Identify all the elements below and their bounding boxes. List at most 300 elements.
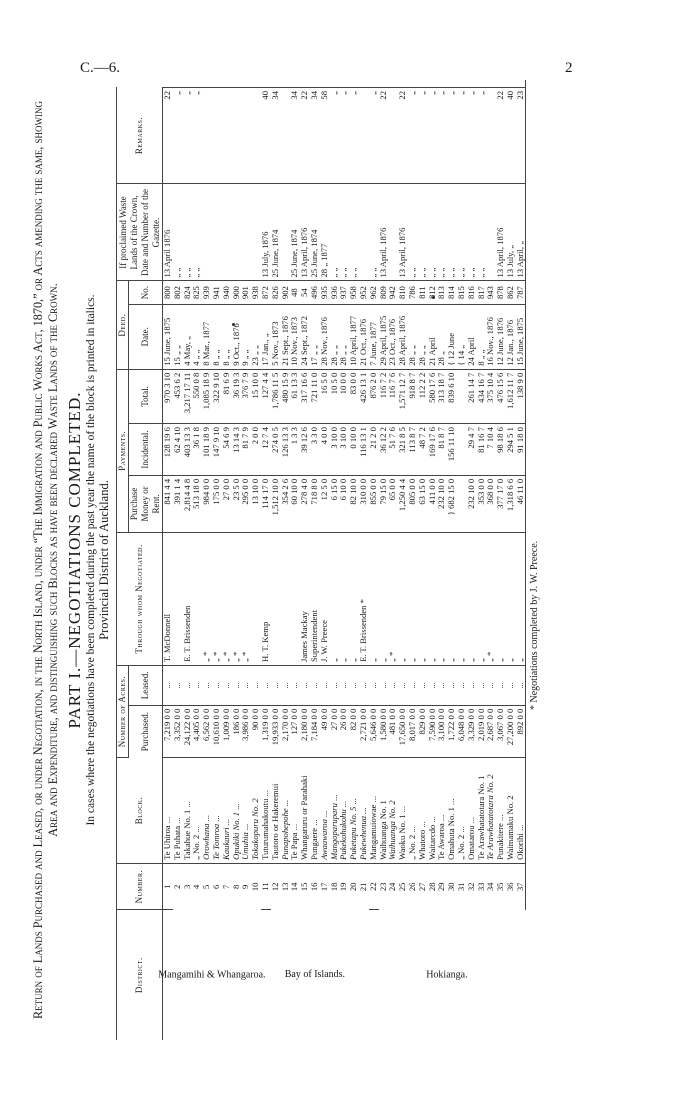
col-remarks: Remarks. <box>117 88 163 185</box>
purchase-money: 353 0 0 <box>477 475 487 532</box>
total: 317 16 6 <box>300 369 310 423</box>
block-name: Waihuanga No. 2 <box>388 758 398 864</box>
gazette-number: 58 <box>320 88 330 185</box>
deed-number: 824 <box>183 281 193 304</box>
gazette-date: „ „ <box>447 184 457 281</box>
gazette-number <box>251 88 261 185</box>
deed-number: 811 <box>418 281 428 304</box>
row-number: 15 <box>299 882 310 892</box>
total: 313 18 7 <box>437 369 447 423</box>
gazette-number: „ <box>457 88 467 185</box>
page-id: C.—6. <box>80 60 121 76</box>
acres-leased: ... <box>290 666 300 706</box>
block-name: Mangamuiowae ... <box>369 758 379 864</box>
deed-number: 939 <box>202 281 212 304</box>
document-body <box>25 80 675 1040</box>
gazette-number: „ <box>467 88 477 185</box>
negotiator: James Mackay <box>300 532 310 665</box>
table-row <box>163 80 173 1040</box>
deed-date: 28 April, 1876 <box>398 304 408 369</box>
remarks <box>359 80 369 88</box>
purchase-money: 278 4 0 <box>300 475 310 532</box>
remarks <box>467 80 477 88</box>
purchase-money: 12 5 0 <box>320 475 330 532</box>
block-name: Kaukauri ... <box>222 758 232 864</box>
row-number: 10 <box>250 882 261 892</box>
gazette-date: „ „ <box>428 184 438 281</box>
total: 36 19 3 <box>232 369 242 423</box>
incidental: 91 18 0 <box>516 424 526 476</box>
acres-leased: ... <box>516 666 526 706</box>
block-name: Orowhana ... <box>202 758 212 864</box>
gazette-number <box>212 88 222 185</box>
deed-date: 9 „ „ <box>241 304 251 369</box>
gazette-number: „ <box>447 88 457 185</box>
remarks <box>457 80 467 88</box>
acres-leased: ... <box>241 666 251 706</box>
deed-date: 4 May, „ <box>183 304 193 369</box>
row-number: 13 <box>279 882 290 892</box>
block-name: Te Arawhatatotara No. 2 <box>486 758 496 864</box>
gazette-number <box>359 88 369 185</box>
table-row <box>202 80 212 1040</box>
remarks <box>398 80 408 88</box>
gazette-date: „ „ <box>192 184 202 281</box>
row-number: 21 <box>357 882 368 892</box>
table-row <box>447 80 457 1040</box>
table-row <box>516 80 526 1040</box>
total: 16 5 0 <box>320 369 330 423</box>
deed-number: 809 <box>379 281 389 304</box>
remarks <box>251 80 261 88</box>
block-name: „ No. 2 ... <box>457 758 467 864</box>
purchase-money: 391 1 4 <box>173 475 183 532</box>
incidental: 321 8 5 <box>398 424 408 476</box>
remarks <box>330 80 340 88</box>
incidental: 101 18 9 <box>202 424 212 476</box>
incidental: 81 8 7 <box>437 424 447 476</box>
acres-purchased: 3,100 0 0 <box>437 705 447 757</box>
gazette-number: „ <box>418 88 428 185</box>
table-row <box>271 80 281 1040</box>
gazette-date: 13 April, 1876 <box>379 184 389 281</box>
row-number: 37 <box>516 863 526 909</box>
col-incidental: Incidental. <box>129 424 163 476</box>
deed-date: 12 Jan., 1876 <box>506 304 516 369</box>
acres-leased: ... <box>202 666 212 706</box>
deed-date: 10 Nov., 1873 <box>290 304 300 369</box>
total: 322 9 10 <box>212 369 222 423</box>
block-name: Opukiki No. 1 ... <box>232 758 242 864</box>
total: 116 7 6 <box>388 369 398 423</box>
row-number: 31 <box>455 882 466 892</box>
col-acres-group: Number of Acres. <box>117 666 129 758</box>
deed-date: 29 April, 1875 <box>379 304 389 369</box>
block-name: Pukekohukohu ... <box>339 758 349 864</box>
table-row <box>310 80 320 1040</box>
acres-leased: ... <box>300 666 310 706</box>
acres-leased: ... <box>506 666 516 706</box>
deed-number: 496 <box>310 281 320 304</box>
gazette-date: „ „ <box>418 184 428 281</box>
table-body <box>158 80 526 1040</box>
district-cell <box>369 910 526 1040</box>
acres-leased: ... <box>388 666 398 706</box>
purchase-money: 46 11 0 <box>516 475 526 532</box>
row-number: 2 <box>171 884 182 889</box>
provincial-district: Provincial District of Auckland. <box>97 480 111 640</box>
table-row <box>359 80 369 1040</box>
negotiator: „ <box>418 532 428 665</box>
deed-number: 872 <box>261 281 271 304</box>
col-purchased: Purchased. <box>129 705 163 757</box>
purchase-money: 13 10 0 <box>251 475 261 532</box>
gazette-number: „ <box>349 88 359 185</box>
deed-date: 17 Jan., „ <box>261 304 271 369</box>
deed-date: 28 „ „ <box>330 304 340 369</box>
acres-leased: ... <box>330 666 340 706</box>
incidental: 126 13 3 <box>281 424 291 476</box>
remarks <box>320 80 330 88</box>
remarks <box>496 80 506 88</box>
remarks <box>290 80 300 88</box>
incidental: 147 9 10 <box>212 424 222 476</box>
purchase-money: 805 0 0 <box>408 475 418 532</box>
row-number: 26 <box>406 882 417 892</box>
deed-date: { 14 „ <box>457 304 467 369</box>
remarks <box>300 80 310 88</box>
acres-purchased: 8,017 0 0 <box>408 705 418 757</box>
acres-purchased: 7,184 0 0 <box>310 705 320 757</box>
acres-purchased: 26 0 0 <box>339 705 349 757</box>
negotiator: „ <box>379 532 389 665</box>
deed-date: 24 April <box>467 304 477 369</box>
acres-purchased: 90 0 0 <box>251 705 261 757</box>
total: 116 7 2 <box>379 369 389 423</box>
incidental: 403 13 3 <box>183 424 193 476</box>
purchase-money: 63 15 0 <box>418 475 428 532</box>
remarks <box>222 80 232 88</box>
district-label: Mangamihi & Whangaroa. <box>158 969 266 981</box>
deed-number: 901 <box>241 281 251 304</box>
negotiator: „ <box>506 532 516 665</box>
gazette-number: 40 <box>506 88 516 185</box>
acres-leased: ... <box>320 666 330 706</box>
total: 1,571 12 7 <box>398 369 408 423</box>
incidental: 274 0 5 <box>271 424 281 476</box>
incidental: 113 8 7 <box>408 424 418 476</box>
table-row <box>183 80 193 1040</box>
incidental: 3 10 0 <box>339 424 349 476</box>
deed-number: 952 <box>359 281 369 304</box>
row-number: 27 <box>416 882 427 892</box>
deed-date: 4 „ „ <box>192 304 202 369</box>
gazette-date: „ „ <box>467 184 477 281</box>
negotiator: „ <box>496 532 506 665</box>
col-leased: Leased. <box>129 666 163 706</box>
table-row <box>457 80 467 1040</box>
total: 453 6 2 <box>173 369 183 423</box>
row-number: 36 <box>504 882 515 892</box>
block-name: Pungaere ... <box>310 758 320 864</box>
acres-purchased: 3,986 0 0 <box>241 705 251 757</box>
table-row <box>467 80 477 1040</box>
acres-purchased: 19,933 0 0 <box>271 705 281 757</box>
acres-purchased: 6,562 0 0 <box>202 705 212 757</box>
row-number: 5 <box>201 884 212 889</box>
table-row <box>339 80 349 1040</box>
gazette-number: „ <box>369 88 379 185</box>
purchase-money: 27 0 0 <box>222 475 232 532</box>
table-row <box>379 80 389 1040</box>
row-number: 35 <box>495 882 506 892</box>
acres-leased: ... <box>251 666 261 706</box>
deed-number: 958 <box>349 281 359 304</box>
col-purchase-money: Purchase Money or Rent. <box>129 475 163 532</box>
gazette-number: „ <box>192 88 202 185</box>
total: 83 0 0 <box>349 369 359 423</box>
table-row <box>173 80 183 1040</box>
gazette-number: „ <box>437 88 447 185</box>
gazette-date: 13 July, „ <box>506 184 516 281</box>
negotiator: „ <box>369 532 379 665</box>
deed-number: 900 <box>232 281 242 304</box>
negotiator: „ <box>339 532 349 665</box>
purchase-money: 6 10 0 <box>339 475 349 532</box>
table-row <box>212 80 222 1040</box>
table-row <box>486 80 496 1040</box>
gazette-number <box>241 88 251 185</box>
gazette-number: „ <box>477 88 487 185</box>
district-cell <box>158 910 266 1040</box>
deed-number: 942 <box>388 281 398 304</box>
total: 1,085 18 9 <box>202 369 212 423</box>
purchase-money: 368 0 0 <box>486 475 496 532</box>
block-name: Waihuanga No. 1 <box>379 758 389 864</box>
rotated-page <box>25 80 675 1040</box>
purchase-money: 354 2 6 <box>281 475 291 532</box>
incidental: 1 3 3 <box>290 424 300 476</box>
block-name: Waoku No. 1 ... <box>398 758 408 864</box>
total: 376 7 9 <box>241 369 251 423</box>
total: 1,612 11 7 <box>506 369 516 423</box>
deed-date: 28 „ „ <box>339 304 349 369</box>
gazette-number: 22 <box>398 88 408 185</box>
acres-purchased: 24,122 0 0 <box>183 705 193 757</box>
total: 3,217 17 11 <box>183 369 193 423</box>
purchase-money: 855 0 0 <box>369 475 379 532</box>
remarks <box>418 80 428 88</box>
row-number: 18 <box>328 882 339 892</box>
gazette-date: „ „ <box>183 184 193 281</box>
acres-purchased: 186 0 0 <box>232 705 242 757</box>
total: 10 0 0 <box>339 369 349 423</box>
gazette-number <box>388 88 398 185</box>
acres-purchased: 892 0 0 <box>516 705 526 757</box>
deed-date: 15 June, 1875 <box>516 304 526 369</box>
table-row <box>261 80 271 1040</box>
acres-leased: ... <box>486 666 496 706</box>
gazette-date: „ „ <box>477 184 487 281</box>
deed-number: 902 <box>281 281 291 304</box>
gazette-number: 22 <box>496 88 506 185</box>
negotiator: „ <box>398 532 408 665</box>
row-number: 17 <box>318 882 329 892</box>
acres-purchased: 2,721 0 0 <box>359 705 369 757</box>
col-block: Block. <box>117 758 163 864</box>
remarks <box>447 80 457 88</box>
table-row <box>477 80 487 1040</box>
district-cell <box>261 910 369 1040</box>
negotiator: „ <box>349 532 359 665</box>
acres-leased: ... <box>447 666 457 706</box>
acres-leased: ... <box>281 666 291 706</box>
gazette-number: „ <box>173 88 183 185</box>
acres-leased: ... <box>437 666 447 706</box>
gazette-date: „ „ <box>408 184 418 281</box>
row-number: 28 <box>426 882 437 892</box>
deed-date: 28 „ „ <box>408 304 418 369</box>
total: 721 11 0 <box>310 369 320 423</box>
purchase-money: 377 17 0 <box>496 475 506 532</box>
acres-leased: ... <box>359 666 369 706</box>
incidental: 36 12 2 <box>379 424 389 476</box>
deed-date: 8 „ „ <box>212 304 222 369</box>
deed-number: 54 <box>300 281 310 304</box>
incidental: 21 2 0 <box>369 424 379 476</box>
col-payments: Payments. <box>117 369 129 532</box>
col-district: District. <box>117 910 163 1040</box>
purchase-money: 6 15 0 <box>330 475 340 532</box>
remarks <box>173 80 183 88</box>
purchase-money: 310 0 0 <box>359 475 369 532</box>
remarks <box>428 80 438 88</box>
italics-note: In cases where the negotiations have been completed during the past year the name of the block is printed in italics. <box>85 294 97 826</box>
row-number: 16 <box>308 882 319 892</box>
table-row <box>388 80 398 1040</box>
gazette-number <box>486 88 496 185</box>
negotiator: J. W. Preece <box>320 532 330 665</box>
total: 10 5 0 <box>330 369 340 423</box>
footnote: * Negotiations completed by J. W. Preece. <box>529 540 541 710</box>
gazette-date: 13 April 1876 <box>163 184 173 281</box>
negotiator: „ <box>516 532 526 665</box>
row-number: 20 <box>348 882 359 892</box>
deed-date: 8 Mar., 1877 <box>202 304 212 369</box>
deed-number: 812 <box>428 281 438 304</box>
total: 426 13 1 <box>359 369 369 423</box>
acres-purchased: 481 0 0 <box>388 705 398 757</box>
gazette-number: 34 <box>290 88 300 185</box>
table-row <box>369 80 379 1040</box>
deed-number: 943 <box>486 281 496 304</box>
gazette-date: „ „ <box>457 184 467 281</box>
table-row <box>418 80 428 1040</box>
block-name: Whatoro ... <box>418 758 428 864</box>
remarks <box>369 80 379 88</box>
remarks <box>408 80 418 88</box>
remarks <box>192 80 202 88</box>
acres-purchased: 3,067 0 0 <box>496 705 506 757</box>
deed-number: 825 <box>192 281 202 304</box>
remarks <box>339 80 349 88</box>
acres-purchased: 127 0 0 <box>290 705 300 757</box>
gazette-number: 34 <box>271 88 281 185</box>
deed-number: 862 <box>506 281 516 304</box>
block-name: Mangoparuparu ... <box>330 758 340 864</box>
deed-date: 10 April, 1877 <box>349 304 359 369</box>
remarks <box>163 80 173 88</box>
table-row <box>251 80 261 1040</box>
negotiator: „ * <box>202 532 212 665</box>
deed-number: 48 <box>290 281 300 304</box>
gazette-date <box>202 184 212 281</box>
block-name: Te Uhiroa ... <box>163 758 173 864</box>
negotiator: H. T. Kemp <box>261 532 271 665</box>
gazette-number: „ <box>330 88 340 185</box>
remarks <box>388 80 398 88</box>
row-number: 6 <box>210 884 221 889</box>
acres-leased: ... <box>467 666 477 706</box>
purchase-money: 2,814 4 8 <box>183 475 193 532</box>
gazette-number <box>281 88 291 185</box>
total: 839 6 10 <box>447 369 457 423</box>
acres-leased: ... <box>310 666 320 706</box>
row-number: 11 <box>261 863 271 909</box>
incidental: 81 16 7 <box>477 424 487 476</box>
purchase-money: 232 10 0 <box>467 475 477 532</box>
district-label: Bay of Islands. <box>284 969 345 981</box>
acres-purchased: 3,329 0 0 <box>467 705 477 757</box>
acres-leased: ... <box>212 666 222 706</box>
header <box>25 80 112 1040</box>
incidental: 116 13 1 <box>359 424 369 476</box>
total: 580 17 6 <box>428 369 438 423</box>
acres-leased: ... <box>408 666 418 706</box>
deed-date: 7 June, 1877 <box>369 304 379 369</box>
gazette-number: 22 <box>300 88 310 185</box>
purchase-money: 513 18 0 <box>192 475 202 532</box>
total: 970 3 10 <box>163 369 173 423</box>
gazette-number: 23 <box>516 88 526 185</box>
deed-date: 24 Sept., 1872 <box>300 304 310 369</box>
table-row <box>408 80 418 1040</box>
row-number: 34 <box>485 882 496 892</box>
incidental: 13 14 3 <box>232 424 242 476</box>
total: 434 16 7 <box>477 369 487 423</box>
table-row <box>281 80 291 1040</box>
total: 918 8 7 <box>408 369 418 423</box>
block-name: Pukewhenua ... <box>359 758 369 864</box>
table-row <box>290 80 300 1040</box>
purchase-money: 65 0 0 <box>388 475 398 532</box>
negotiator <box>271 532 281 665</box>
negotiator: Superintendent <box>310 532 320 665</box>
remarks <box>271 80 281 88</box>
gazette-date: 28 „ 1877 <box>320 184 330 281</box>
gazette-number <box>202 88 212 185</box>
row-number: 29 <box>436 882 447 892</box>
purchase-money: 295 0 0 <box>241 475 251 532</box>
total: 476 15 6 <box>496 369 506 423</box>
row-number: 9 <box>240 884 251 889</box>
negotiator: E. T. Brissenden <box>183 532 193 665</box>
acres-leased: ... <box>418 666 428 706</box>
district-label: Hokianga. <box>426 969 469 981</box>
gazette-date <box>241 184 251 281</box>
deed-date: 28 „ <box>437 304 447 369</box>
block-name: Te Puhata ... <box>173 758 183 864</box>
